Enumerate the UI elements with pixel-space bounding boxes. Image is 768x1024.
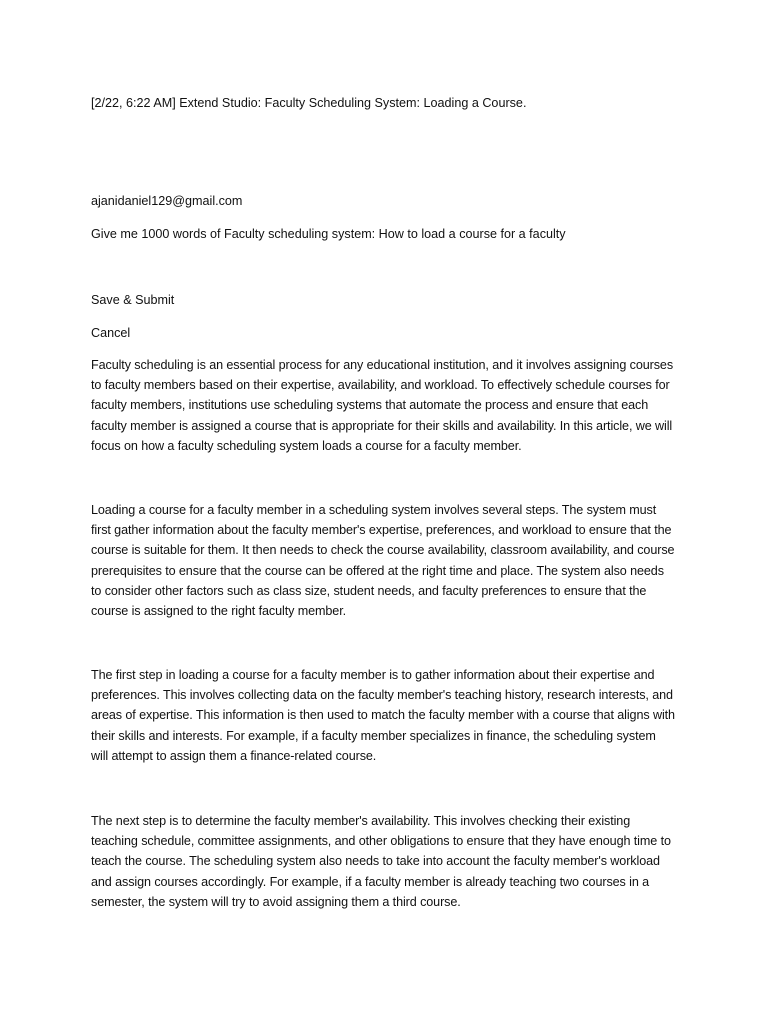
user-email: ajanidaniel129@gmail.com — [91, 194, 243, 208]
article-paragraph-4: The next step is to determine the faculty member's availability. This involves checking their existing teaching schedule, committee assignments, and other obligations to ensure that they have enough time to teach the course. The scheduling system also needs to take into account the faculty member's workload and assign courses accordingly. For example, if a faculty member is already teaching two courses in a semester, the system will try to avoid assigning them a third course. — [91, 814, 671, 909]
prompt-request-text: Give me 1000 words of Faculty scheduling system: How to load a course for a faculty — [91, 227, 566, 241]
cancel-button[interactable]: Cancel — [91, 326, 131, 340]
article-paragraph-1: Faculty scheduling is an essential process for any educational institution, and it involves assigning courses to faculty members based on their expertise, availability, and workload. To effectively schedule courses for faculty members, institutions use scheduling systems that automate the process and ensure that each faculty member is assigned a course that is appropriate for their skills and availability. In this article, we will focus on how a faculty scheduling system loads a course for a faculty member. — [91, 358, 674, 453]
article-paragraph-3: The first step in loading a course for a faculty member is to gather information about their expertise and preferences. This involves collecting data on the faculty member's teaching history, research interests, and areas of expertise. This information is then used to match the faculty member with a course that aligns with their skills and interests. For example, if a faculty member specializes in finance, the scheduling system will attempt to assign them a finance-related course. — [91, 668, 675, 763]
article-paragraph-2: Loading a course for a faculty member in a scheduling system involves several steps. The system must first gather information about the faculty member's expertise, preferences, and workload to ensure that the course is suitable for them. It then needs to check the course availability, classroom availability, and course prerequisites to ensure that the course can be offered at the right time and place. The system also needs to consider other factors such as class size, student needs, and faculty preferences to ensure that the course is assigned to the right faculty member. — [91, 503, 675, 619]
chat-header-line: [2/22, 6:22 AM] Extend Studio: Faculty Scheduling System: Loading a Course. — [91, 96, 527, 110]
save-submit-button[interactable]: Save & Submit — [91, 293, 175, 307]
